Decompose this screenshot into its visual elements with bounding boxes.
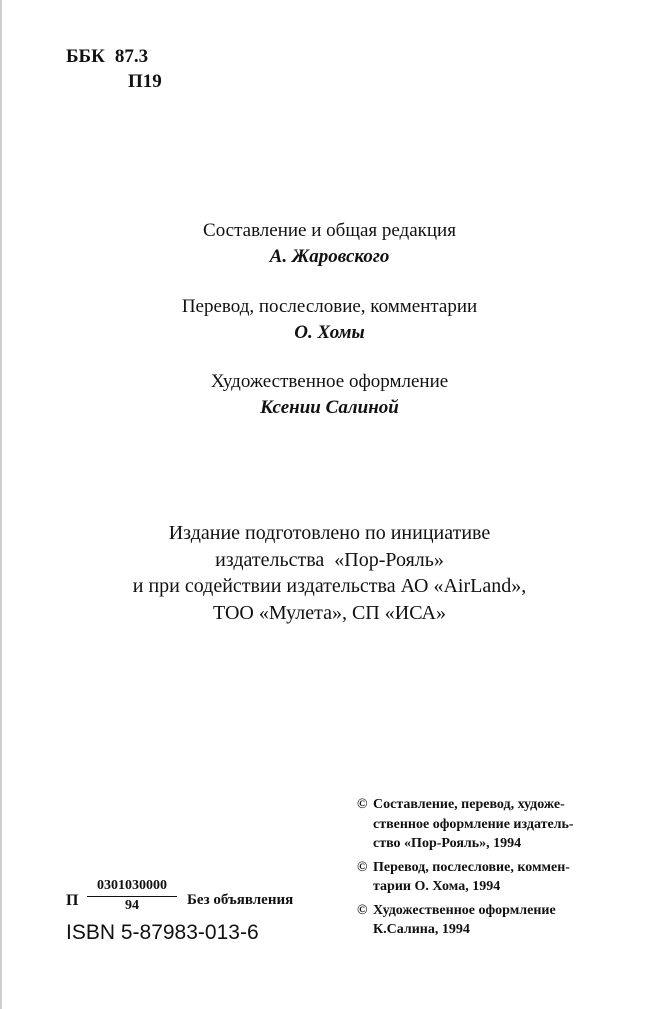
edition-line: и при содействии издательства АО «AirLand»,: [132, 575, 527, 597]
credit-design: [0, 369, 659, 421]
publication-numerator: 0301030000: [87, 878, 177, 897]
edition-note: [0, 520, 659, 626]
page-edge: [0, 0, 2, 1009]
copyright-line: Художественное оформление: [373, 902, 556, 918]
credit-name: О. Хомы: [294, 322, 365, 343]
copyright-line: Перевод, послесловие, коммен-: [373, 859, 570, 875]
credit-role: Художественное оформление: [210, 371, 449, 392]
edition-line: Издание подготовлено по инициативе: [168, 522, 491, 544]
edition-line: издательства «Пор-Рояль»: [215, 548, 444, 571]
credit-name: А. Жаровского: [269, 246, 390, 267]
copyright-entry: [357, 858, 619, 897]
copyright-line: К.Салина, 1994: [373, 922, 470, 937]
edition-line: ТОО «Мулета», СП «ИСА»: [213, 601, 446, 624]
copyright-icon: ©: [357, 797, 368, 812]
copyright-icon: ©: [357, 902, 368, 918]
copyright-icon: ©: [357, 859, 368, 875]
publication-letter: П: [66, 892, 79, 909]
bbk-label: ББК: [66, 46, 105, 67]
copyright-line: Составление, перевод, художе-: [373, 797, 565, 812]
credit-compilation: [0, 218, 659, 270]
bbk-line: [66, 44, 162, 69]
bbk-block: [66, 44, 162, 94]
credit-name: Ксении Салиной: [260, 397, 399, 418]
credit-translation: [0, 294, 659, 346]
publication-fraction: [87, 878, 177, 914]
copyright-line: ственное оформление издатель-: [373, 816, 574, 832]
publication-denominator: 94: [125, 898, 139, 913]
copyright-block: [357, 795, 619, 944]
credit-role: Составление и общая редакция: [203, 220, 456, 241]
copyright-entry: [357, 901, 619, 940]
copyright-line: тарии О. Хома, 1994: [373, 879, 501, 894]
publication-note: Без объявления: [187, 892, 294, 908]
credit-role: Перевод, послесловие, комментарии: [181, 296, 478, 317]
bbk-code: 87.3: [114, 46, 149, 67]
isbn: ISBN 5-87983-013-6: [66, 921, 259, 944]
copyright-line: ство «Пор-Рояль», 1994: [373, 836, 522, 851]
copyright-entry: [357, 795, 619, 854]
bbk-index: П19: [128, 71, 162, 92]
